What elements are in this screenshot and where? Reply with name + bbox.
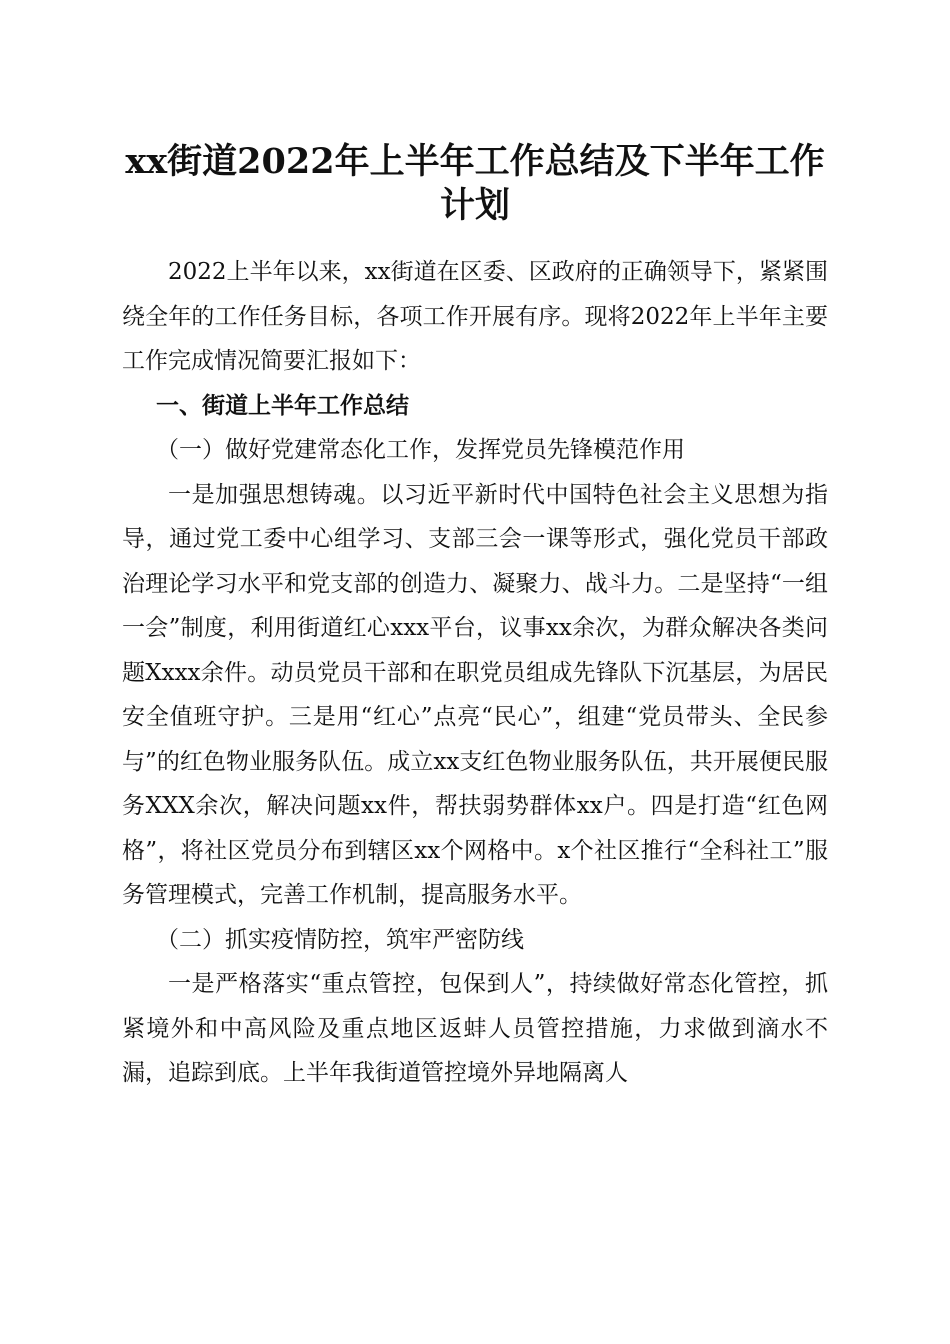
section-heading-1: 一、街道上半年工作总结 (156, 392, 409, 419)
document-title: xx街道2022年上半年工作总结及下半年工作计划 (125, 141, 825, 226)
intro-paragraph: 2022上半年以来，xx街道在区委、区政府的正确领导下，紧紧围绕全年的工作任务目标，各项工作开展有序。现将2022年上半年主要工作完成情况简要汇报如下： (122, 259, 828, 374)
document-body (122, 250, 828, 1096)
subsection-heading-1: （一）做好党建常态化工作，发挥党员先锋模范作用 (156, 437, 685, 463)
subsection-2-paragraph: 一是严格落实“重点管控，包保到人”，持续做好常态化管控，抓紧境外和中高风险及重点地区返蚌人员管控措施，力求做到滴水不漏，追踪到底。上半年我街道管控境外异地隔离人 (122, 971, 828, 1086)
subsection-heading-2: （二）抓实疫情防控，筑牢严密防线 (156, 926, 524, 953)
subsection-1-paragraph: 一是加强思想铸魂。以习近平新时代中国特色社会主义思想为指导，通过党工委中心组学习、支部三会一课等形式，强化党员干部政治理论学习水平和党支部的创造力、凝聚力、战斗力。二是坚持“一组一会”制度，利用街道红心xxx平台，议事xx余次，为群众解决各类问题Xxxx余件。动员党员干部和在职党员组成先锋队下沉基层，为居民安全值班守护。三是用“红心”点亮“民心”，组建“党员带头、全民参与”的红色物业服务队伍。成立xx支红色物业服务队伍，共开展便民服务XXX余次，解决问题xx件，帮扶弱势群体xx户。四是打造“红色网格”，将社区党员分布到辖区xx个网格中。x个社区推行“全科社工”服务管理模式，完善工作机制，提高服务水平。 (122, 481, 828, 908)
